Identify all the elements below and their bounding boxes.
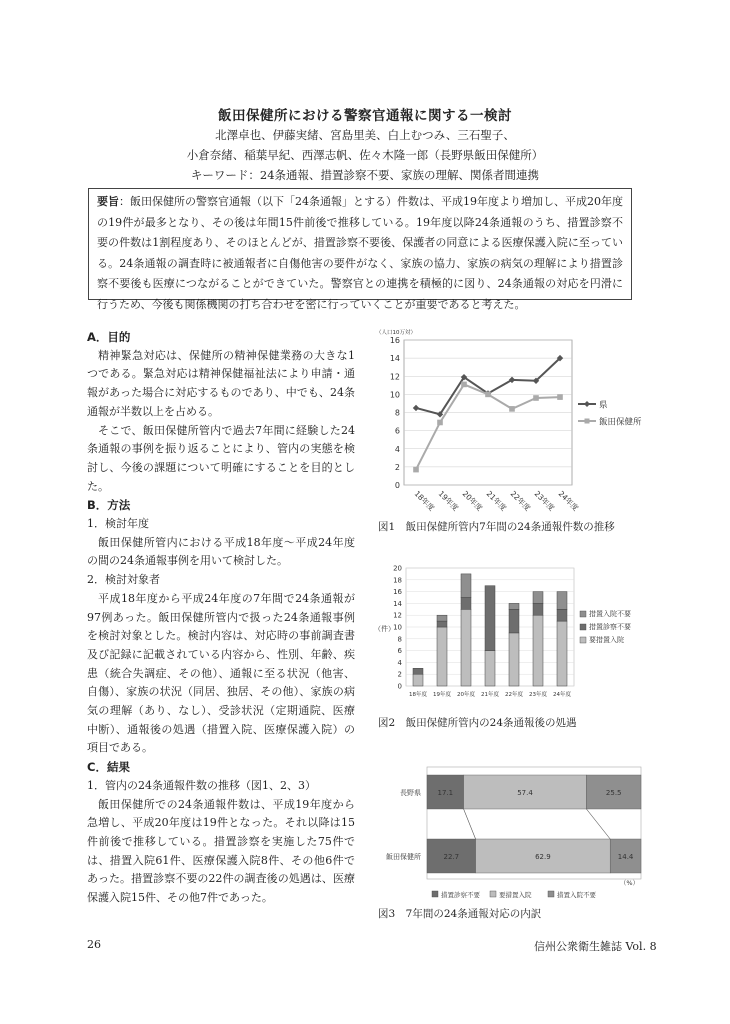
fig1-y-tick-label: 2 <box>394 462 400 472</box>
abstract-label: 要旨 <box>97 195 119 208</box>
abstract-text: ：飯田保健所の警察官通報（以下「24条通報」とする）件数は、平成19年度より増加し、平成20年度の19件が最多となり、その後は年間15件前後で推移している。19年度以降24条通報のうち、措置診察不要の件数は1割程度あり、そのほとんどが、措置診察不要後、保護者の同意による医療保護入院に至っている。24条通報の調査時に被通報者に自傷他害の要件がなく、家族の協力、家族の病気の理解により措置診察不要後も医療につながることができていた。警察官との連携を積極的に図り、24条通報の対応を円滑に行うため、今後も関係機関の打ち合わせを密に行っていくことが重要であると考えた。 <box>97 195 623 311</box>
fig2-x-tick-label: 23年度 <box>529 692 547 698</box>
fig3-legend-label: 措置入院不要 <box>557 891 596 899</box>
fig2-bar-segment <box>533 603 543 615</box>
fig1-data-point <box>461 382 467 388</box>
fig2-bar-segment <box>461 609 471 686</box>
figure-3-caption: 図3 7年間の24条通報対応の内訳 <box>378 908 542 920</box>
fig2-x-tick-label: 22年度 <box>505 692 523 698</box>
fig2-y-tick-label: 2 <box>397 670 402 679</box>
fig2-bar-segment <box>509 603 519 609</box>
fig2-bar-segment <box>437 627 447 686</box>
page-number: 26 <box>87 938 101 951</box>
fig2-bar-segment <box>557 592 567 610</box>
fig1-unit-label: （人口10万対） <box>376 330 416 336</box>
fig2-x-tick-label: 18年度 <box>409 692 427 698</box>
fig2-legend-swatch <box>580 611 586 617</box>
figure-2-caption: 図2 飯田保健所管内の24条通報後の処遇 <box>378 717 577 729</box>
section-b-heading: B．方法 <box>87 498 131 513</box>
section-b1-text: 飯田保健所管内における平成18年度～平成24年度の間の24条通報事例を用いて検討した。 <box>87 535 355 568</box>
figure-3-percent-bar-chart <box>372 765 662 905</box>
fig1-x-tick-label: 19年度 <box>436 489 461 513</box>
fig1-x-tick-label: 21年度 <box>484 489 509 513</box>
fig2-bar-segment <box>437 615 447 621</box>
fig3-connector-line <box>464 809 476 839</box>
fig2-legend-swatch <box>580 637 586 643</box>
section-b1-heading: 1．検討年度 <box>87 517 149 531</box>
figure-2-stacked-bar-chart <box>372 560 662 718</box>
section-c1-text: 飯田保健所での24条通報件数は、平成19年度から急増し、平成20年度は19件となった。それ以降は15件前後で推移している。措置診察を実施した75件では、措置入院61件、医療保護入院8件、その他6件であった。措置診察不要の22件の調査後の処遇は、医療保護入院15件、その他7件であった。 <box>87 797 355 905</box>
fig3-data-label: 25.5 <box>605 789 622 797</box>
fig1-x-tick-label: 20年度 <box>460 489 485 513</box>
fig2-y-tick-label: 8 <box>397 635 402 644</box>
fig2-bar-segment <box>533 615 543 686</box>
fig1-y-tick-label: 4 <box>394 444 400 454</box>
fig2-legend-label: 要措置入院 <box>589 636 624 644</box>
fig3-unit-label: （%） <box>619 879 639 887</box>
fig1-x-tick-label: 23年度 <box>532 489 557 513</box>
fig2-x-tick-label: 19年度 <box>433 692 451 698</box>
section-a-paragraph-1: 精神緊急対応は、保健所の精神保健業務の大きな1つである。緊急対応は精神保健福祉法により申請・通報があった場合に対応するものであり、中でも、24条通報が半数以上を占める。 <box>87 348 355 418</box>
figure-1-line-chart <box>370 326 660 516</box>
figure-1-caption: 図1 飯田保健所管内7年間の24条通報件数の推移 <box>378 521 615 533</box>
fig2-y-tick-label: 6 <box>397 647 402 656</box>
fig1-y-tick-label: 12 <box>389 372 400 382</box>
fig1-legend-marker-0 <box>584 401 590 407</box>
fig2-bar-segment <box>413 674 423 686</box>
fig2-legend-label: 措置診察不要 <box>589 623 631 631</box>
fig3-connector-line <box>586 809 610 839</box>
fig3-legend-swatch <box>490 891 496 897</box>
fig1-data-point <box>413 405 419 411</box>
fig1-legend-marker-1 <box>585 419 590 424</box>
fig1-y-tick-label: 14 <box>389 354 400 364</box>
fig2-bar-segment <box>557 621 567 686</box>
fig2-x-tick-label: 21年度 <box>481 692 499 698</box>
fig3-legend-label: 要措置入院 <box>499 891 532 899</box>
fig3-data-label: 57.4 <box>517 789 533 797</box>
fig1-x-tick-label: 18年度 <box>412 489 437 513</box>
fig1-data-point <box>413 467 419 473</box>
section-c-heading: C．結果 <box>87 760 130 775</box>
section-c1-heading: 1．管内の24条通報件数の推移（図1、2、3） <box>87 778 316 792</box>
fig2-y-tick-label: 18 <box>393 576 402 585</box>
fig2-y-tick-label: 12 <box>393 611 402 620</box>
fig1-y-tick-label: 6 <box>394 426 400 436</box>
section-a-heading: A．目的 <box>87 330 131 344</box>
fig1-series-line-0 <box>416 358 560 414</box>
fig1-legend-label-1: 飯田保健所 <box>599 417 642 428</box>
section-b2-heading: 2．検討対象者 <box>87 573 160 587</box>
fig3-category-label: 飯田保健所 <box>386 853 421 861</box>
fig2-legend-label: 措置入院不要 <box>589 610 631 618</box>
fig2-bar-segment <box>413 668 423 674</box>
section-a-paragraph-2: そこで、飯田保健所管内で過去7年間に経験した24条通報の事例を振り返ることにより、管内の実態を検討し、今後の課題について明確にすることを目的とした。 <box>87 423 355 493</box>
fig2-y-tick-label: 0 <box>397 682 402 691</box>
fig2-x-tick-label: 24年度 <box>553 692 571 698</box>
fig1-data-point <box>437 420 443 426</box>
left-column <box>87 328 355 908</box>
fig1-y-tick-label: 0 <box>394 481 400 490</box>
fig2-bar-segment <box>533 592 543 604</box>
fig3-data-label: 14.4 <box>617 853 634 861</box>
fig2-bar-segment <box>461 598 471 610</box>
fig1-x-tick-label: 24年度 <box>556 489 581 513</box>
fig2-bar-segment <box>485 586 495 651</box>
fig2-bar-segment <box>509 633 519 686</box>
authors-line-2: 小倉奈緒、稲葉早紀、西澤志帆、佐々木隆一郎（長野県飯田保健所） <box>186 148 544 162</box>
fig1-y-tick-label: 16 <box>389 336 400 345</box>
authors-line-1: 北澤卓也、伊藤実緒、宮島里美、白上むつみ、三石聖子、 <box>215 128 515 142</box>
fig1-data-point <box>485 392 491 398</box>
fig2-legend-swatch <box>580 624 586 630</box>
fig3-legend-swatch <box>432 891 438 897</box>
fig2-y-tick-label: 14 <box>393 599 402 608</box>
fig2-y-tick-label: 10 <box>393 623 402 632</box>
fig3-category-label: 長野県 <box>400 789 421 797</box>
section-b2-text: 平成18年度から平成24年度の7年間で24条通報が97例あった。飯田保健所管内で扱った24条通報事例を検討対象とした。検討内容は、対応時の事前調査書及び記録に記載されている内容から、性別、年齢、疾患（統合失調症、その他）、通報に至る状況（他害、自傷）、家族の状況（同居、独居、その他）、家族の病気の理解（あり、なし）、受診状況（定期通院、医療中断）、通報後の処遇（措置入院、医療保護入院）の項目である。 <box>87 591 355 755</box>
fig1-data-point <box>533 395 539 401</box>
fig2-y-tick-label: 16 <box>393 588 402 597</box>
fig2-y-tick-label: 20 <box>393 564 402 573</box>
fig3-legend-label: 措置診察不要 <box>441 891 480 899</box>
fig1-y-tick-label: 8 <box>394 408 400 418</box>
fig2-bar-segment <box>509 609 519 633</box>
fig1-legend-label-0: 県 <box>599 400 608 411</box>
fig3-data-label: 17.1 <box>437 789 454 797</box>
fig1-data-point <box>509 406 515 412</box>
paper-title: 飯田保健所における警察官通報に関する一検討 <box>218 108 512 124</box>
fig2-y-tick-label: 4 <box>397 658 402 667</box>
abstract-box <box>88 188 632 311</box>
fig2-bar-segment <box>485 651 495 686</box>
fig3-data-label: 22.7 <box>443 853 460 861</box>
fig1-x-tick-label: 22年度 <box>508 489 533 513</box>
fig2-y-axis-label: （件） <box>374 625 395 633</box>
keywords: キーワード：24条通報、措置診察不要、家族の理解、関係者間連携 <box>190 168 540 182</box>
fig1-y-tick-label: 10 <box>389 390 400 400</box>
fig2-x-tick-label: 20年度 <box>457 692 475 698</box>
fig3-legend-swatch <box>548 891 554 897</box>
fig2-bar-segment <box>437 621 447 627</box>
fig1-data-point <box>557 394 563 400</box>
fig2-bar-segment <box>557 609 567 621</box>
journal-name: 信州公衆衛生雑誌 Vol. 8 <box>534 940 657 953</box>
fig3-data-label: 62.9 <box>535 853 551 861</box>
fig2-bar-segment <box>461 574 471 598</box>
